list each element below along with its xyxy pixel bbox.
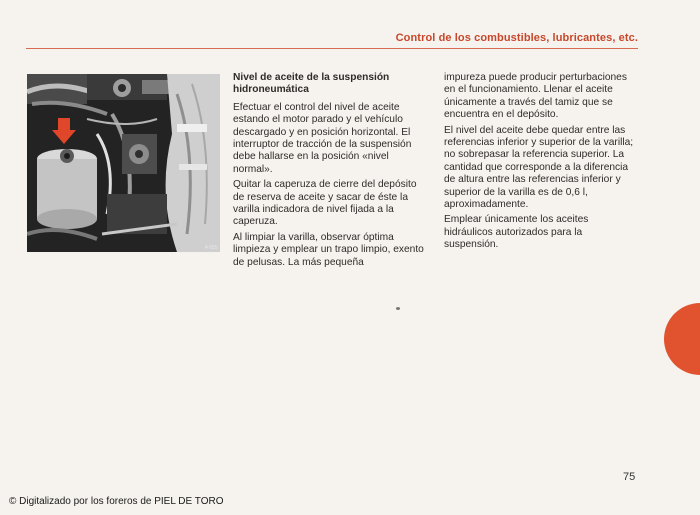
paragraph: Emplear únicamente los aceites hidráulicos autorizados para la suspensión. — [444, 214, 589, 251]
paragraph: Efectuar el control del nivel de aceite estando el motor parado y el vehículo descargado y en posición horizontal. El interruptor de tracción de la suspensión debe hallarse en la posición «nivel normal». — [233, 101, 412, 175]
paper-speck — [396, 307, 400, 310]
text-column-middle — [233, 72, 425, 272]
paragraph: Quitar la caperuza de cierre del depósito de reserva de aceite y sacar de éste la varilla indicadora de nivel fijada a la caperuza. — [233, 179, 417, 228]
paragraph: El nivel del aceite debe quedar entre las referencias inferior y superior de la varilla; no sobrepasar la referencia superior. La cantidad que corresponde a la diferencia de altura entre las referencias inferior y superior de la varilla es de 0,6 l, aproximadamente. — [444, 124, 634, 211]
chapter-tab-marker — [664, 303, 700, 375]
footer-credit: © Digitalizado por los foreros de PIEL DE TORO — [9, 496, 224, 507]
section-heading — [233, 72, 425, 97]
heading-line-2: hidroneumática — [233, 84, 309, 96]
heading-line-1: Nivel de aceite de la suspensión — [233, 72, 390, 83]
header-divider — [26, 48, 638, 49]
page-number: 75 — [623, 471, 636, 483]
section-title: Control de los combustibles, lubricantes, etc. — [395, 32, 638, 44]
paragraph: Al limpiar la varilla, observar óptima limpieza y emplear un trapo limpio, exento de pelusas. La más pequeña — [233, 231, 424, 268]
figure-code: 4 655 — [205, 245, 218, 251]
engine-bay-photo — [27, 74, 220, 252]
text-column-right — [444, 72, 636, 255]
paragraph: impureza puede producir perturbaciones en el funcionamiento. Llenar el aceite únicamente a través del tamiz que se encuentra en el depósito. — [444, 72, 627, 121]
